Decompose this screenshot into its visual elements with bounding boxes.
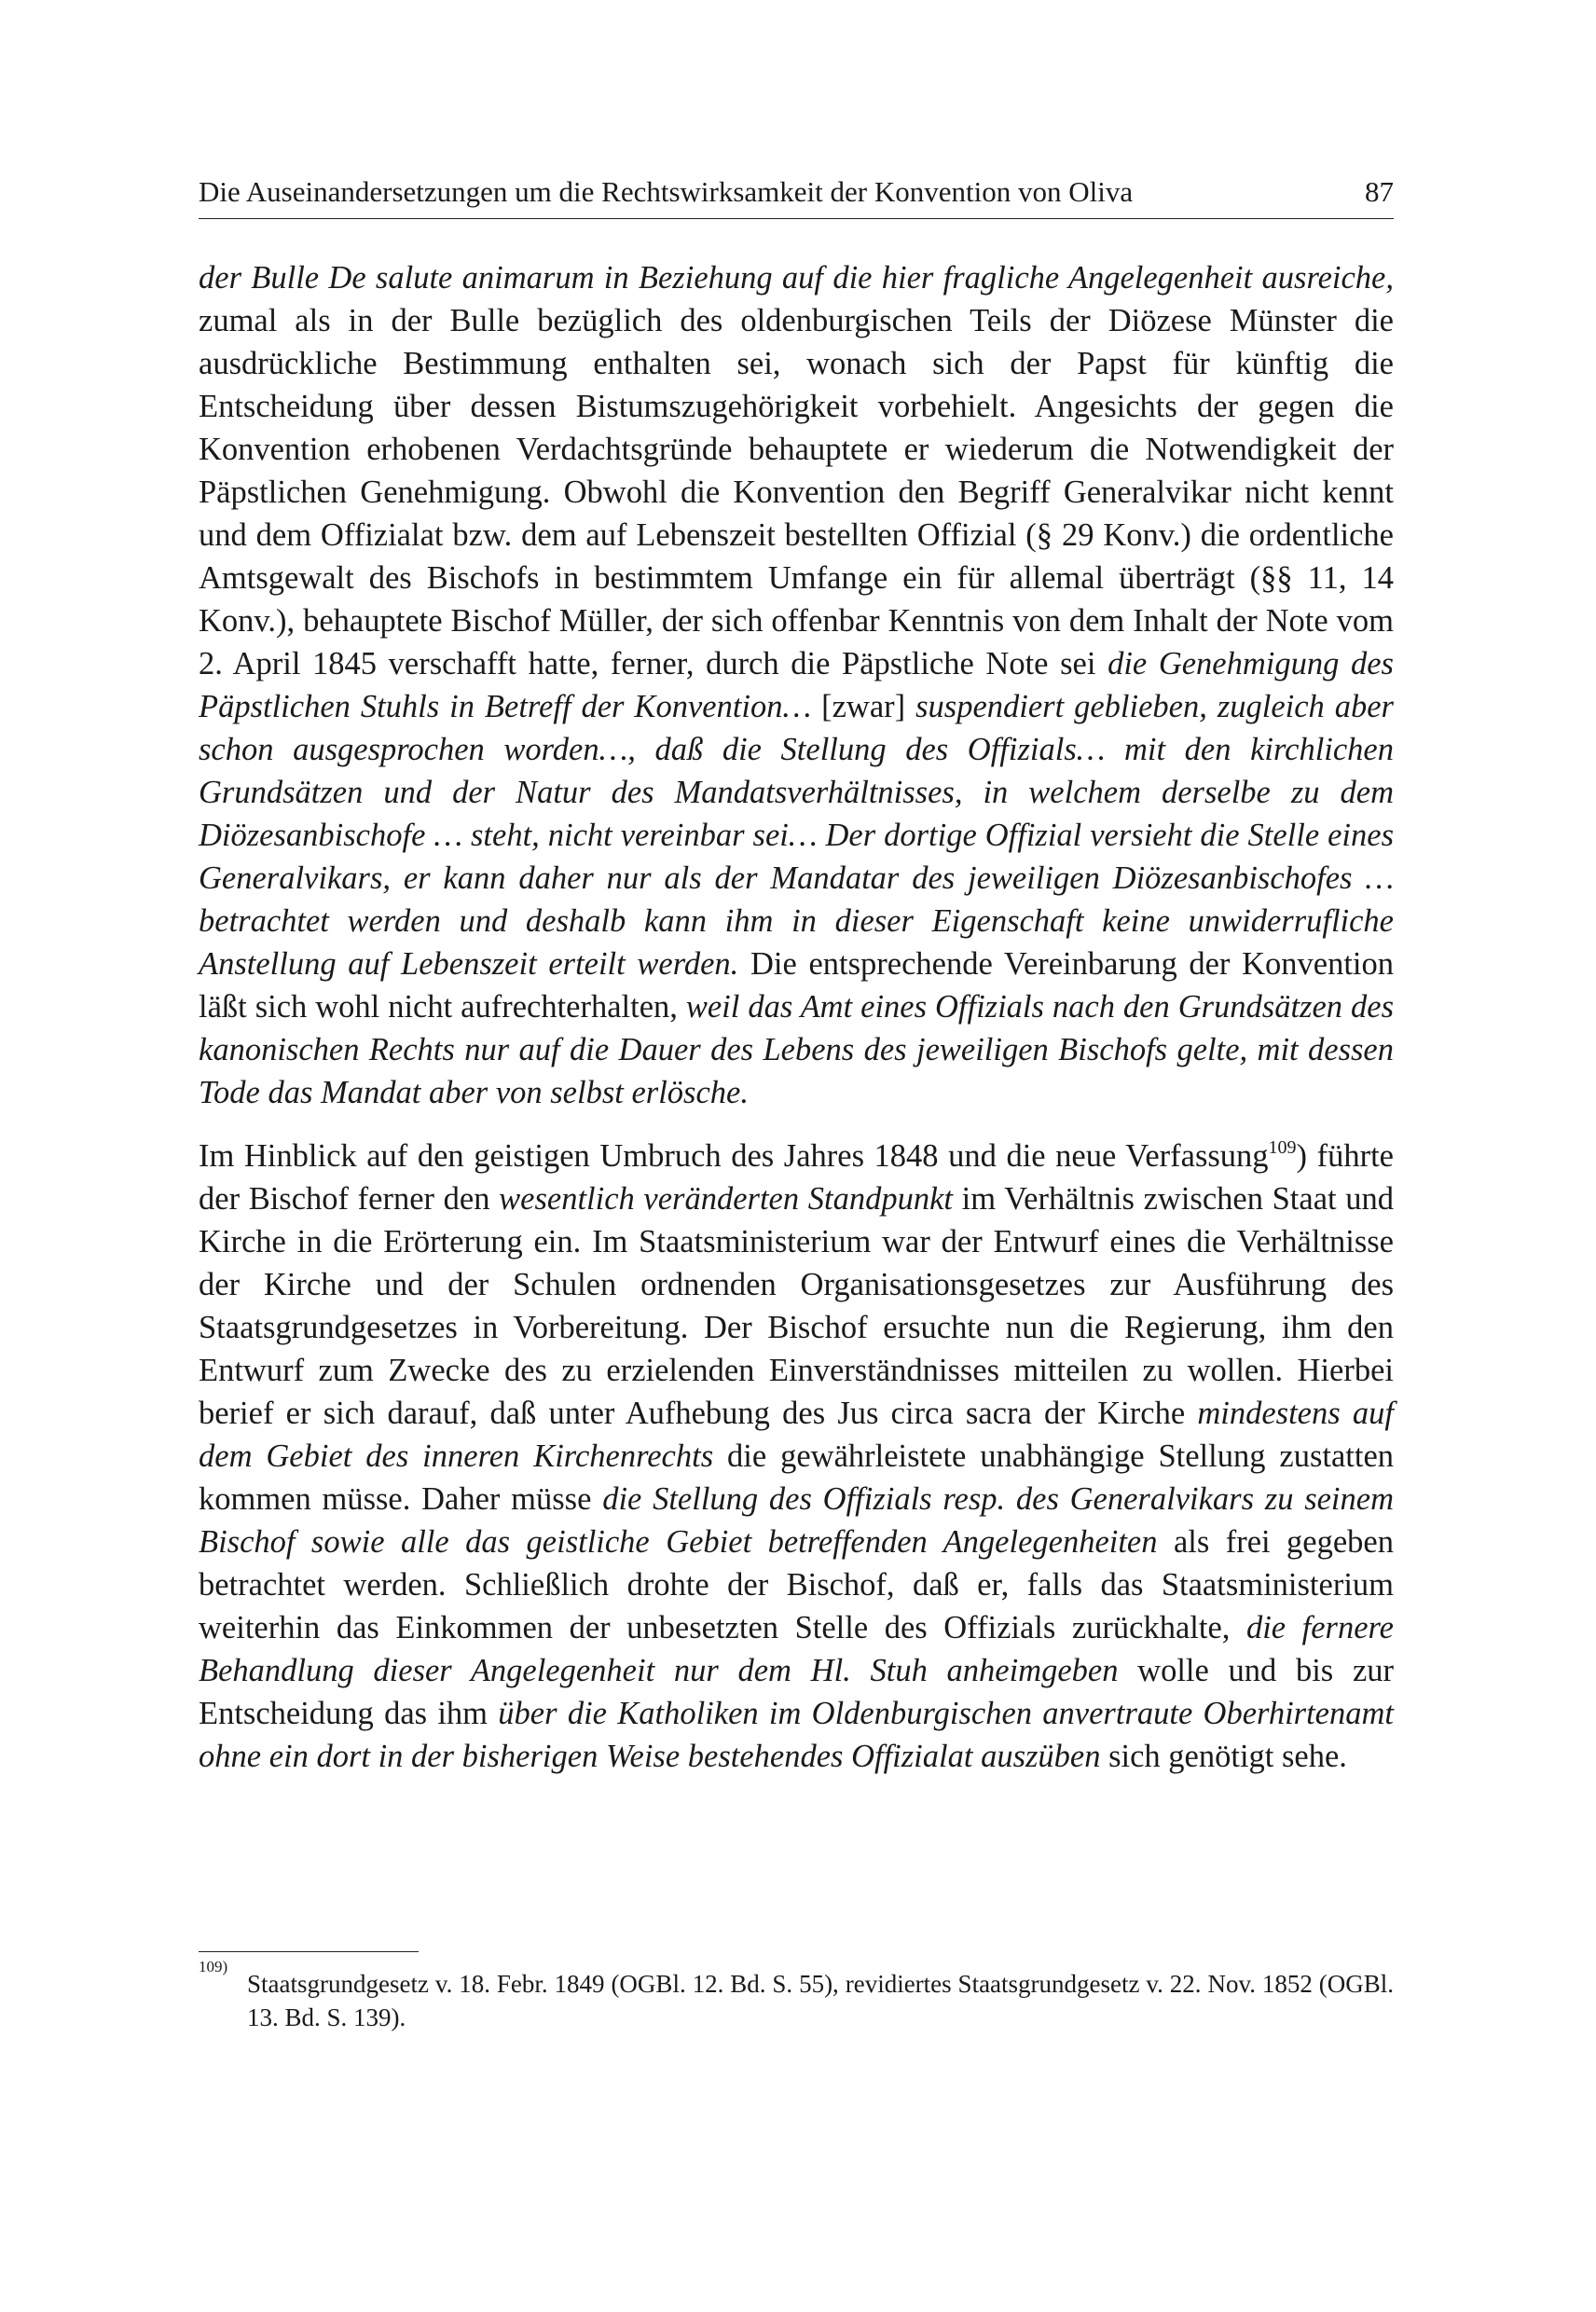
- main-text: [199, 256, 1394, 1778]
- text-run: sich genötigt sehe.: [1100, 1739, 1347, 1774]
- text-run: wolle und bis zur Entscheidung das ihm: [199, 1653, 1394, 1731]
- footnote: [199, 1958, 1394, 2034]
- footnote-reference[interactable]: 109: [1268, 1137, 1297, 1158]
- paragraph-1: [199, 256, 1394, 1114]
- text-run: weil das Amt eines Offizials nach den Grundsätzen des kanonischen Rechts nur auf die Dauer des Lebens des jeweiligen Bischofs gelte, mit dessen Tode das Mandat aber von selbst erlösche.: [199, 989, 1395, 1110]
- text-run: die fernere Behandlung dieser Angelegenheit nur dem Hl. Stuh anheimgeben: [199, 1610, 1394, 1688]
- running-header: [199, 173, 1394, 219]
- footnote-mark: 109): [199, 1958, 228, 1975]
- paragraph-2: [199, 1135, 1394, 1778]
- text-run: die gewährleistete unabhängige Stellung zustatten kommen müsse. Daher müsse: [199, 1438, 1395, 1517]
- text-run: der Bulle De salute animarum in Beziehung auf die hier fragliche Angelegenheit ausreiche,: [199, 260, 1394, 296]
- footnote-divider: [199, 1951, 419, 1952]
- running-title: Die Auseinandersetzungen um die Rechtswirksamkeit der Konvention von Oliva: [199, 175, 1134, 208]
- page-number: 87: [1365, 175, 1394, 208]
- text-run: die Genehmigung des Päpstlichen Stuhls in Betreff der Konvention…: [199, 646, 1394, 724]
- text-run: mindestens auf dem Gebiet des inneren Kirchenrechts: [199, 1396, 1394, 1474]
- text-run: wesentlich veränderten Standpunkt: [499, 1181, 953, 1217]
- text-run: als frei gegeben betrachtet werden. Schließlich drohte der Bischof, daß er, falls das Staatsministerium weiterhin das Einkommen der unbesetzten Stelle des Offizials zurückhalte,: [199, 1524, 1394, 1645]
- text-run: suspendiert geblieben, zugleich aber schon ausgesprochen worden…, daß die Stellung des Offizials… mit den kirchlichen Grundsätzen und der Natur des Mandatsverhältnisses, in welchem derselbe zu dem Diözesanbischofe … steht, nicht vereinbar sei… Der dortige Offizial versieht die Stelle eines Generalvikars, er kann daher nur als der Mandatar des jeweiligen Diözesanbischofes … betrachtet werden und deshalb kann ihm in dieser Eigenschaft keine unwiderrufliche Anstellung auf Lebenszeit erteilt werden.: [199, 689, 1394, 982]
- text-run: [zwar]: [811, 689, 916, 724]
- text-run: im Verhältnis zwischen Staat und Kirche in die Erörterung ein. Im Staatsministerium war der Entwurf eines die Verhältnisse der Kirche und der Schulen ordnenden Organisationsgesetzes zur Ausführung des Staatsgrundgesetzes in Vorbereitung. Der Bischof ersuchte nun die Regierung, ihm den Entwurf zum Zwecke des zu erzielenden Einverständnisses mitteilen zu wollen. Hierbei berief er sich darauf, daß unter Aufhebung des Jus circa sacra der Kirche: [199, 1181, 1395, 1431]
- text-run: zumal als in der Bulle bezüglich des oldenburgischen Teils der Diözese Münster die ausdrückliche Bestimmung enthalten sei, wonach sich der Papst für künftig die Entscheidung über dessen Bistumszugehörigkeit vorbehielt. Angesichts der gegen die Konvention erhobenen Verdachtsgründe behauptete er wiederum die Notwendigkeit der Päpstlichen Genehmigung. Obwohl die Konvention den Begriff Generalvikar nicht kennt und dem Offizialat bzw. dem auf Lebenszeit bestellten Offizial (§ 29 Konv.) die ordentliche Amtsgewalt des Bischofs in bestimmtem Umfange ein für allemal überträgt (§§ 11, 14 Konv.), behauptete Bischof Müller, der sich offenbar Kenntnis von dem Inhalt der Note vom 2. April 1845 verschafft hatte, ferner, durch die Päpstliche Note sei: [199, 303, 1394, 681]
- text-run: die Stellung des Offizials resp. des Generalvikars zu seinem Bischof sowie alle das geistliche Gebiet betreffenden Angelegenheiten: [199, 1481, 1394, 1560]
- text-run: ) führte der Bischof ferner den: [199, 1138, 1394, 1217]
- footnote-text: Staatsgrundgesetz v. 18. Febr. 1849 (OGBl. 12. Bd. S. 55), revidiertes Staatsgrundgesetz v. 22. Nov. 1852 (OGBl. 13. Bd. S. 139).: [247, 1970, 1394, 2031]
- text-run: über die Katholiken im Oldenburgischen anvertraute Oberhirtenamt ohne ein dort in der bisherigen Weise bestehendes Offizialat auszüben: [199, 1696, 1394, 1774]
- text-run: Im Hinblick auf den geistigen Umbruch des Jahres 1848 und die neue Verfassung: [199, 1138, 1269, 1174]
- text-run: Die entsprechende Vereinbarung der Konvention läßt sich wohl nicht aufrechterhalten,: [199, 946, 1394, 1025]
